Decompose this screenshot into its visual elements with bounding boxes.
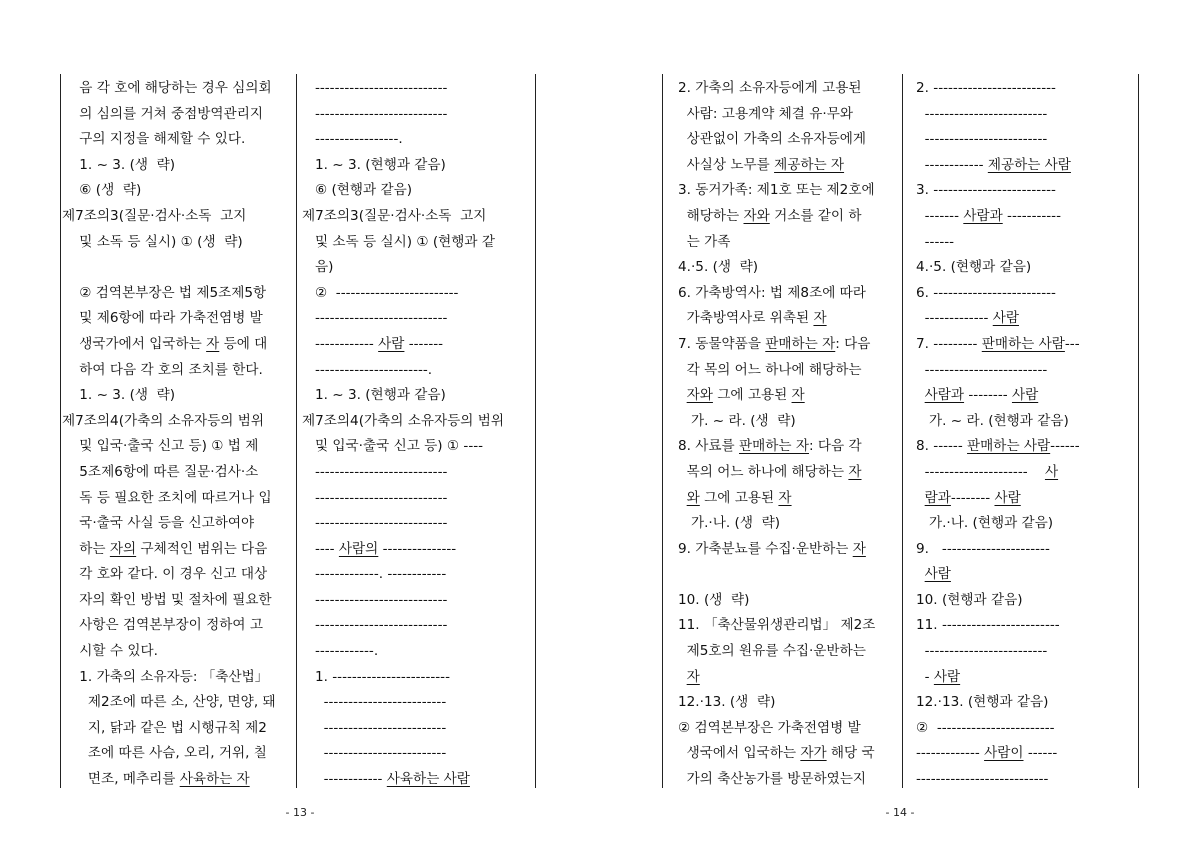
underlined-text: 자 (813, 310, 827, 327)
text-segment: 자의 확인 방법 및 절차에 필요한 (62, 591, 272, 608)
text-line (678, 486, 900, 512)
underlined-text: 제공하는 사람 (987, 156, 1071, 173)
text-segment: --- (1064, 335, 1080, 352)
text-line (678, 383, 900, 409)
table-border-middle (902, 74, 903, 788)
text-segment: ------------------------- (916, 105, 1048, 122)
underlined-text: 와 (686, 489, 700, 506)
text-segment: --------------------------- (302, 515, 448, 532)
text-line (678, 767, 900, 793)
text-line (678, 537, 900, 563)
text-segment: : 다음 (835, 335, 871, 352)
text-line (916, 127, 1136, 153)
text-line (916, 281, 1136, 307)
text-segment: -------- (950, 489, 995, 506)
text-segment: 지, 닭과 같은 법 시행규칙 제2 (62, 719, 267, 736)
text-line (916, 434, 1136, 460)
text-line (678, 690, 900, 716)
text-line (916, 383, 1136, 409)
text-segment: 생국에서 입국하는 (678, 745, 801, 762)
text-line (62, 102, 294, 128)
text-segment: ------------------------- (302, 719, 447, 736)
text-line (678, 613, 900, 639)
text-segment: 가. ~ 라. (현행과 같음) (916, 412, 1069, 429)
underlined-text: 판매하는 사람 (967, 438, 1051, 455)
text-segment: --------------------- (916, 463, 1045, 480)
text-line (678, 562, 900, 588)
text-line (678, 281, 900, 307)
text-segment: --------------------------- (302, 105, 448, 122)
text-line (302, 230, 533, 256)
text-segment: 및 입국·출국 신고 등) ① ---- (302, 438, 484, 455)
text-segment: ----------- (1002, 207, 1061, 224)
text-segment: 6. 가축방역사: 법 제8조에 따라 (678, 284, 866, 301)
text-line (62, 562, 294, 588)
text-segment: ------- (916, 207, 964, 224)
text-segment: 생국가에서 입국하는 (62, 335, 207, 352)
text-line (678, 306, 900, 332)
underlined-text: 자 (206, 335, 220, 352)
text-line (62, 690, 294, 716)
text-line (678, 332, 900, 358)
text-line (302, 306, 533, 332)
text-line (678, 434, 900, 460)
text-segment: ------------------------- (916, 643, 1048, 660)
text-segment: 4.·5. (생 략) (678, 259, 759, 276)
text-segment: -------------. ------------ (302, 566, 447, 583)
text-segment: 구체적인 범위는 다음 (136, 540, 268, 557)
revised-text-column (302, 76, 533, 793)
text-segment: --------------------------- (302, 591, 448, 608)
text-segment: 그에 고용된 (699, 489, 779, 506)
text-line (302, 639, 533, 665)
text-segment: 1. ------------------------ (302, 668, 450, 685)
revised-text-column (916, 76, 1136, 793)
text-segment: 6. ------------------------- (916, 284, 1056, 301)
text-line (62, 127, 294, 153)
text-segment: 사항은 검역본부장이 정하여 고 (62, 617, 263, 634)
text-segment: 가. ~ 라. (생 략) (678, 412, 796, 429)
text-segment: 가축방역사로 위촉된 (678, 310, 814, 327)
text-line (62, 434, 294, 460)
text-segment: 해당 국 (826, 745, 875, 762)
table-border-middle (296, 74, 297, 788)
text-segment: 2. ------------------------- (916, 80, 1056, 96)
underlined-text: 사람 (1011, 387, 1039, 404)
text-segment: 7. 동물약품을 (678, 335, 766, 352)
text-segment: --------------------------- (302, 80, 448, 96)
text-line (678, 665, 900, 691)
text-segment: 9. ---------------------- (916, 540, 1050, 557)
text-line (302, 358, 533, 384)
text-segment: ------- (404, 335, 444, 352)
text-line (916, 716, 1136, 742)
text-segment: 1. 가축의 소유자등: 「축산법」 (62, 668, 269, 685)
text-segment: 조에 따른 사슴, 오리, 거위, 칠 (62, 745, 267, 762)
text-segment: ------------ (302, 771, 387, 788)
text-line (678, 230, 900, 256)
text-segment: --------------- (378, 540, 457, 557)
underlined-text: 사육하는 자 (179, 771, 250, 788)
text-line (302, 153, 533, 179)
text-segment: ------ (916, 233, 955, 250)
text-line (302, 767, 533, 793)
text-segment: 구의 지정을 해제할 수 있다. (62, 131, 246, 148)
text-segment: 각 호와 같다. 이 경우 신고 대상 (62, 566, 268, 583)
text-segment: ② 검역본부장은 법 제5조제5항 (62, 284, 267, 301)
text-line (302, 255, 533, 281)
text-line (302, 409, 533, 435)
text-line (916, 665, 1136, 691)
text-line (916, 409, 1136, 435)
text-segment: 해당하는 (678, 207, 744, 224)
text-segment: 10. (생 략) (678, 591, 750, 608)
text-line (302, 613, 533, 639)
text-line (916, 153, 1136, 179)
text-line (62, 665, 294, 691)
text-segment: 국·출국 사실 등을 신고하여야 (62, 515, 255, 532)
text-segment: 면조, 메추리를 (62, 771, 180, 788)
table-border-right (1138, 74, 1139, 788)
text-line (62, 178, 294, 204)
text-segment: 12.·13. (현행과 같음) (916, 694, 1049, 711)
text-line (916, 588, 1136, 614)
text-segment: 사실상 노무를 (678, 156, 775, 173)
text-segment: 4.·5. (현행과 같음) (916, 259, 1032, 276)
text-line (62, 639, 294, 665)
text-line (62, 460, 294, 486)
text-segment: 가의 축산농가를 방문하였는지 (678, 771, 866, 788)
text-line (62, 306, 294, 332)
text-line (916, 537, 1136, 563)
text-segment: ------------ (916, 156, 988, 173)
text-line (916, 102, 1136, 128)
text-line (62, 409, 294, 435)
text-segment: 는 가족 (678, 233, 731, 250)
text-line (62, 767, 294, 793)
table-border-left (662, 74, 663, 788)
text-segment: -----------------. (302, 131, 403, 148)
text-line (916, 562, 1136, 588)
text-line (916, 76, 1136, 102)
text-line (916, 639, 1136, 665)
underlined-text: 자 (852, 540, 866, 557)
text-line (62, 716, 294, 742)
text-line (916, 460, 1136, 486)
text-line (62, 486, 294, 512)
text-segment: ------------. (302, 643, 379, 660)
text-line (302, 588, 533, 614)
text-line (678, 153, 900, 179)
text-line (62, 741, 294, 767)
text-line (678, 178, 900, 204)
text-segment: 9. 가축분뇨를 수집·운반하는 (678, 540, 853, 557)
text-line (678, 460, 900, 486)
text-segment: 12.·13. (생 략) (678, 694, 776, 711)
text-segment: 제7조의4(가축의 소유자등의 범위 (302, 412, 504, 429)
text-line (678, 716, 900, 742)
text-segment: - (916, 668, 934, 685)
text-segment: 음 각 호에 해당하는 경우 심의회 (62, 80, 272, 96)
text-line (62, 358, 294, 384)
text-segment: 5조제6항에 따른 질문·검사·소 (62, 463, 259, 480)
text-segment: 2. 가축의 소유자등에게 고용된 (678, 80, 862, 96)
text-segment: --------------------------- (302, 463, 448, 480)
underlined-text: 자 (848, 463, 862, 480)
text-segment: ------------- (916, 310, 993, 327)
table-border-left (60, 74, 61, 788)
text-line (678, 358, 900, 384)
text-segment: ------ (1023, 745, 1058, 762)
text-line (302, 434, 533, 460)
text-line (916, 511, 1136, 537)
text-line (302, 690, 533, 716)
text-line (678, 204, 900, 230)
underlined-text: 판매하는 자 (765, 335, 836, 352)
text-line (302, 383, 533, 409)
text-line (302, 716, 533, 742)
text-segment: --------------------------- (916, 771, 1049, 788)
text-line (62, 230, 294, 256)
text-segment: -----------------------. (302, 361, 433, 378)
text-line (62, 383, 294, 409)
underlined-text: 자 (686, 668, 700, 685)
text-segment: ② ------------------------ (916, 719, 1055, 736)
text-line (302, 281, 533, 307)
text-line (62, 204, 294, 230)
text-segment: ② 검역본부장은 가축전염병 발 (678, 719, 861, 736)
underlined-text: 사람과 (963, 207, 1003, 224)
text-line (916, 767, 1136, 793)
text-segment: 거소를 같이 하 (769, 207, 862, 224)
text-segment: 시할 수 있다. (62, 643, 158, 660)
text-segment: 3. 동거가족: 제1호 또는 제2호에 (678, 182, 875, 199)
page-number: - 13 - (285, 806, 315, 819)
text-line (62, 255, 294, 281)
text-line (916, 178, 1136, 204)
text-line (302, 537, 533, 563)
text-line (916, 204, 1136, 230)
text-segment (678, 387, 687, 403)
text-segment: 각 목의 어느 하나에 해당하는 (678, 361, 862, 378)
text-segment: 1. ~ 3. (생 략) (62, 387, 176, 404)
text-line (678, 511, 900, 537)
text-line (302, 460, 533, 486)
text-segment: ② ------------------------- (302, 284, 459, 301)
text-line (916, 690, 1136, 716)
underlined-text: 사육하는 사람 (386, 771, 470, 788)
underlined-text: 판매하는 사람 (981, 335, 1065, 352)
text-segment: ⑥ (생 략) (62, 182, 142, 199)
text-line (302, 486, 533, 512)
text-segment: 제5호의 원유를 수집·운반하는 (678, 643, 866, 660)
text-segment: ------------------------- (302, 694, 447, 711)
text-segment: 사람: 고용계약 체결 유·무와 (678, 105, 853, 122)
text-line (678, 409, 900, 435)
text-segment (916, 387, 925, 403)
text-line (678, 102, 900, 128)
current-text-column (62, 76, 294, 793)
text-segment: : 다음 각 (809, 438, 862, 455)
underlined-text: 자와 (743, 207, 770, 224)
text-segment: 8. 사료를 (678, 438, 740, 455)
text-segment: 등에 대 (219, 335, 268, 352)
text-line (678, 588, 900, 614)
text-segment: 가.·나. (생 략) (678, 515, 781, 532)
text-segment: 및 입국·출국 신고 등) ① 법 제 (62, 438, 259, 455)
text-segment: -------- (964, 387, 1012, 404)
text-segment: 의 심의를 거쳐 중점방역관리지 (62, 105, 263, 122)
text-line (678, 76, 900, 102)
underlined-text: 사 (1044, 463, 1059, 480)
underlined-text: 사람 (924, 566, 951, 583)
text-line (916, 613, 1136, 639)
text-line (678, 639, 900, 665)
text-line (62, 281, 294, 307)
underlined-text: 사람 (933, 668, 961, 685)
text-segment: 8. ------ (916, 438, 968, 455)
underlined-text: 자가 (800, 745, 827, 762)
underlined-text: 람과 (924, 489, 951, 506)
underlined-text: 사람 (378, 335, 405, 352)
text-segment: ⑥ (현행과 같음) (302, 182, 413, 199)
text-line (302, 511, 533, 537)
text-segment (678, 669, 687, 685)
text-segment: 1. ~ 3. (현행과 같음) (302, 156, 446, 173)
text-segment: 그에 고용된 (712, 387, 792, 404)
text-line (62, 332, 294, 358)
table-border-right (535, 74, 536, 788)
text-line (62, 153, 294, 179)
underlined-text: 사람과 (924, 387, 965, 404)
page-number: - 14 - (885, 806, 915, 819)
text-line (302, 204, 533, 230)
text-segment: 1. ~ 3. (현행과 같음) (302, 387, 446, 404)
text-segment: 10. (현행과 같음) (916, 591, 1023, 608)
text-segment: 제7조의3(질문·검사·소독 고지 (302, 207, 487, 224)
text-line (62, 588, 294, 614)
text-line (678, 127, 900, 153)
text-segment (916, 566, 925, 582)
text-line (916, 741, 1136, 767)
text-segment: --------------------------- (302, 617, 448, 634)
text-line (302, 665, 533, 691)
text-segment: 11. ------------------------ (916, 617, 1060, 634)
text-segment: ------------------------- (916, 131, 1048, 148)
page-14 (600, 0, 1200, 848)
underlined-text: 자 (791, 387, 805, 404)
text-segment: 및 소독 등 실시) ① (생 략) (62, 233, 243, 250)
text-segment: 음) (302, 259, 334, 276)
underlined-text: 제공하는 자 (774, 156, 845, 173)
text-line (302, 741, 533, 767)
text-line (916, 332, 1136, 358)
text-line (302, 127, 533, 153)
text-line (916, 486, 1136, 512)
current-text-column (678, 76, 900, 793)
text-segment: 독 등 필요한 조치에 따르거나 입 (62, 489, 272, 506)
text-segment: 하는 (62, 540, 110, 557)
text-line (302, 102, 533, 128)
text-segment: 제2조에 따른 소, 산양, 면양, 돼 (62, 694, 276, 711)
text-line (678, 255, 900, 281)
text-line (302, 332, 533, 358)
text-segment: 제7조의4(가축의 소유자등의 범위 (62, 412, 264, 429)
text-line (302, 76, 533, 102)
text-segment: ------------ (302, 335, 379, 352)
text-segment: ---- (302, 540, 339, 557)
underlined-text: 자와 (686, 387, 713, 404)
text-segment (916, 490, 925, 506)
text-segment: ------------- (916, 745, 985, 762)
underlined-text: 사람의 (338, 540, 379, 557)
text-segment: 목의 어느 하나에 해당하는 (678, 463, 849, 480)
underlined-text: 사람이 (984, 745, 1024, 762)
text-segment: 상관없이 가축의 소유자등에게 (678, 131, 866, 148)
text-segment: ------------------------- (916, 361, 1048, 378)
text-segment: ------------------------- (302, 745, 447, 762)
text-line (62, 537, 294, 563)
text-line (916, 358, 1136, 384)
underlined-text: 사람 (994, 489, 1021, 506)
text-line (302, 178, 533, 204)
text-segment: --------------------------- (302, 310, 448, 327)
text-segment: 3. ------------------------- (916, 182, 1056, 199)
text-segment: 하여 다음 각 호의 조치를 한다. (62, 361, 263, 378)
text-segment: 1. ~ 3. (생 략) (62, 156, 176, 173)
text-segment: 및 제6항에 따라 가축전염병 발 (62, 310, 263, 327)
text-segment: ------ (1050, 438, 1080, 455)
text-segment: 7. --------- (916, 335, 982, 352)
text-segment: 제7조의3(질문·검사·소독 고지 (62, 207, 247, 224)
text-line (62, 613, 294, 639)
text-line (302, 562, 533, 588)
text-segment (678, 490, 687, 506)
text-segment: 가.·나. (현행과 같음) (916, 515, 1054, 532)
text-line (916, 230, 1136, 256)
text-segment: 및 소독 등 실시) ① (현행과 같 (302, 233, 495, 250)
underlined-text: 판매하는 자 (739, 438, 809, 455)
text-segment: 11. 「축산물위생관리법」 제2조 (678, 617, 876, 634)
underlined-text: 사람 (992, 310, 1019, 327)
text-line (62, 511, 294, 537)
text-line (62, 76, 294, 102)
text-line (916, 306, 1136, 332)
text-line (916, 255, 1136, 281)
text-segment: --------------------------- (302, 489, 448, 506)
underlined-text: 자 (778, 489, 792, 506)
text-line (678, 741, 900, 767)
underlined-text: 자의 (109, 540, 137, 557)
